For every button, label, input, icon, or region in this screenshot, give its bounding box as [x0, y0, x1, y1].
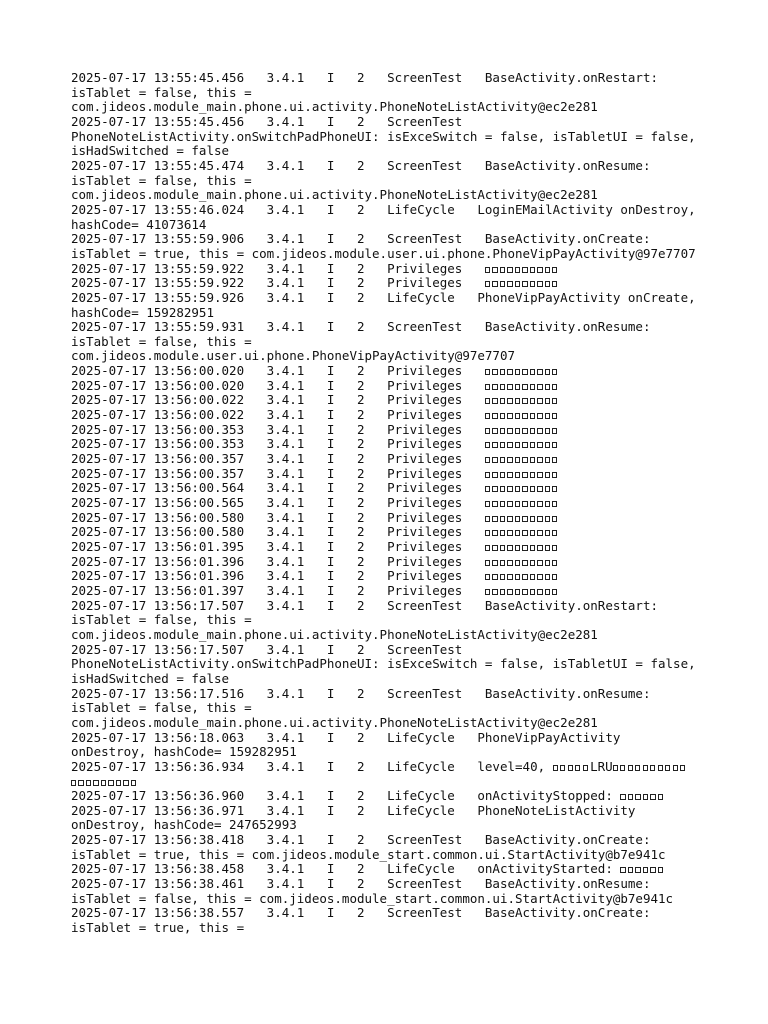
- missing-glyph-box: [515, 398, 520, 404]
- missing-glyph-box: [522, 428, 527, 434]
- missing-glyph-box: [537, 486, 542, 492]
- log-line: 2025-07-17 13:56:36.934 3.4.1 I 2 LifeCycle level=40, LRU: [71, 760, 711, 775]
- missing-glyph-box: [500, 472, 505, 478]
- missing-glyph-box: [500, 398, 505, 404]
- missing-glyph-box: [658, 794, 663, 800]
- log-line: 2025-07-17 13:55:45.474 3.4.1 I 2 ScreenTest BaseActivity.onResume:: [71, 157, 651, 173]
- missing-glyph-box: [500, 530, 505, 536]
- missing-glyph-box: [131, 780, 136, 786]
- missing-glyph-box: [552, 560, 557, 566]
- missing-glyph-group: [485, 495, 560, 510]
- missing-glyph-box: [515, 442, 520, 448]
- missing-glyph-box: [530, 574, 535, 580]
- missing-glyph-box: [620, 794, 625, 800]
- missing-glyph-box: [507, 516, 512, 522]
- log-line: 2025-07-17 13:56:18.063 3.4.1 I 2 LifeCycle PhoneVipPayActivity: [71, 729, 621, 745]
- log-line: hashCode= 159282951: [71, 304, 214, 320]
- missing-glyph-box: [530, 442, 535, 448]
- missing-glyph-box: [673, 765, 678, 771]
- missing-glyph-box: [552, 369, 557, 375]
- missing-glyph-box: [507, 589, 512, 595]
- missing-glyph-box: [552, 501, 557, 507]
- missing-glyph-box: [515, 516, 520, 522]
- log-line: 2025-07-17 13:56:01.395 3.4.1 I 2 Privileges: [71, 540, 711, 555]
- missing-glyph-box: [635, 765, 640, 771]
- missing-glyph-group: [620, 788, 665, 803]
- missing-glyph-box: [530, 560, 535, 566]
- missing-glyph-box: [522, 486, 527, 492]
- missing-glyph-box: [545, 530, 550, 536]
- missing-glyph-box: [485, 384, 490, 390]
- missing-glyph-box: [485, 457, 490, 463]
- missing-glyph-box: [485, 530, 490, 536]
- missing-glyph-box: [522, 574, 527, 580]
- missing-glyph-group: [485, 554, 560, 569]
- log-line: 2025-07-17 13:56:38.557 3.4.1 I 2 ScreenTest BaseActivity.onCreate:: [71, 905, 651, 921]
- missing-glyph-box: [500, 516, 505, 522]
- missing-glyph-box: [500, 384, 505, 390]
- missing-glyph-box: [545, 398, 550, 404]
- missing-glyph-group: [620, 861, 665, 876]
- missing-glyph-box: [552, 589, 557, 595]
- log-line: 2025-07-17 13:56:00.020 3.4.1 I 2 Privileges: [71, 379, 711, 394]
- missing-glyph-box: [537, 281, 542, 287]
- log-line: 2025-07-17 13:56:00.357 3.4.1 I 2 Privileges: [71, 452, 711, 467]
- missing-glyph-box: [500, 413, 505, 419]
- missing-glyph-box: [515, 413, 520, 419]
- missing-glyph-box: [545, 486, 550, 492]
- log-line: PhoneNoteListActivity.onSwitchPadPhoneUI: isExceSwitch = false, isTabletUI = false,: [71, 656, 696, 672]
- missing-glyph-box: [545, 501, 550, 507]
- missing-glyph-box: [522, 530, 527, 536]
- log-line: 2025-07-17 13:55:59.922 3.4.1 I 2 Privileges: [71, 262, 711, 277]
- log-line: isTablet = false, this =: [71, 700, 252, 716]
- missing-glyph-group: [485, 539, 560, 554]
- missing-glyph-group: [485, 524, 560, 539]
- missing-glyph-box: [537, 442, 542, 448]
- log-line: isTablet = true, this = com.jideos.module_start.common.ui.StartActivity@b7e941c: [71, 846, 666, 862]
- missing-glyph-box: [643, 867, 648, 873]
- missing-glyph-box: [552, 384, 557, 390]
- missing-glyph-box: [680, 765, 685, 771]
- missing-glyph-box: [537, 589, 542, 595]
- missing-glyph-box: [522, 457, 527, 463]
- missing-glyph-box: [500, 457, 505, 463]
- missing-glyph-box: [537, 457, 542, 463]
- missing-glyph-box: [515, 530, 520, 536]
- missing-glyph-box: [485, 281, 490, 287]
- missing-glyph-box: [537, 501, 542, 507]
- log-line: 2025-07-17 13:55:45.456 3.4.1 I 2 ScreenTest BaseActivity.onRestart:: [71, 70, 658, 85]
- missing-glyph-box: [485, 369, 490, 375]
- missing-glyph-box: [86, 780, 91, 786]
- missing-glyph-box: [522, 267, 527, 273]
- log-line: 2025-07-17 13:55:45.456 3.4.1 I 2 ScreenTest: [71, 113, 463, 129]
- missing-glyph-group: [485, 583, 560, 598]
- missing-glyph-box: [515, 472, 520, 478]
- missing-glyph-box: [552, 442, 557, 448]
- missing-glyph-group: [553, 759, 590, 774]
- log-line: isTablet = true, this =: [71, 920, 245, 936]
- missing-glyph-box: [643, 794, 648, 800]
- missing-glyph-box: [507, 501, 512, 507]
- missing-glyph-box: [507, 267, 512, 273]
- missing-glyph-box: [522, 413, 527, 419]
- missing-glyph-box: [500, 486, 505, 492]
- missing-glyph-box: [665, 765, 670, 771]
- missing-glyph-box: [123, 780, 128, 786]
- missing-glyph-box: [93, 780, 98, 786]
- missing-glyph-group: [485, 436, 560, 451]
- missing-glyph-box: [537, 574, 542, 580]
- log-line: com.jideos.module_main.phone.ui.activity.PhoneNoteListActivity@ec2e281: [71, 626, 598, 642]
- log-line: onDestroy, hashCode= 159282951: [71, 744, 297, 760]
- missing-glyph-box: [485, 428, 490, 434]
- missing-glyph-box: [545, 560, 550, 566]
- missing-glyph-box: [552, 574, 557, 580]
- missing-glyph-group: [485, 261, 560, 276]
- missing-glyph-box: [500, 281, 505, 287]
- missing-glyph-box: [500, 428, 505, 434]
- missing-glyph-box: [485, 442, 490, 448]
- missing-glyph-group: [485, 568, 560, 583]
- missing-glyph-box: [530, 589, 535, 595]
- missing-glyph-box: [500, 501, 505, 507]
- log-line: com.jideos.module.user.ui.phone.PhoneVipPayActivity@97e7707: [71, 348, 516, 364]
- missing-glyph-box: [537, 267, 542, 273]
- missing-glyph-box: [492, 472, 497, 478]
- missing-glyph-box: [507, 384, 512, 390]
- missing-glyph-box: [492, 574, 497, 580]
- missing-glyph-box: [552, 457, 557, 463]
- missing-glyph-group: [485, 275, 560, 290]
- missing-glyph-box: [545, 589, 550, 595]
- missing-glyph-box: [530, 530, 535, 536]
- log-line: com.jideos.module_main.phone.ui.activity.PhoneNoteListActivity@ec2e281: [71, 99, 598, 115]
- missing-glyph-box: [492, 267, 497, 273]
- missing-glyph-box: [522, 281, 527, 287]
- missing-glyph-box: [500, 369, 505, 375]
- missing-glyph-box: [500, 574, 505, 580]
- missing-glyph-box: [530, 472, 535, 478]
- missing-glyph-box: [620, 867, 625, 873]
- log-line: isHadSwitched = false: [71, 143, 230, 159]
- missing-glyph-box: [515, 574, 520, 580]
- missing-glyph-box: [485, 589, 490, 595]
- log-line: com.jideos.module_main.phone.ui.activity.PhoneNoteListActivity@ec2e281: [71, 187, 598, 203]
- log-line: 2025-07-17 13:56:36.960 3.4.1 I 2 LifeCycle onActivityStopped:: [71, 789, 711, 804]
- missing-glyph-box: [71, 780, 76, 786]
- missing-glyph-box: [522, 589, 527, 595]
- missing-glyph-box: [515, 369, 520, 375]
- log-line: 2025-07-17 13:55:46.024 3.4.1 I 2 LifeCycle LoginEMailActivity onDestroy,: [71, 201, 696, 217]
- missing-glyph-group: [485, 392, 560, 407]
- missing-glyph-box: [552, 267, 557, 273]
- missing-glyph-box: [507, 472, 512, 478]
- missing-glyph-box: [485, 574, 490, 580]
- missing-glyph-box: [522, 442, 527, 448]
- missing-glyph-box: [507, 398, 512, 404]
- missing-glyph-box: [492, 560, 497, 566]
- log-line: 2025-07-17 13:56:38.461 3.4.1 I 2 ScreenTest BaseActivity.onResume:: [71, 876, 651, 892]
- missing-glyph-box: [650, 794, 655, 800]
- missing-glyph-box: [500, 589, 505, 595]
- log-line: 2025-07-17 13:56:00.580 3.4.1 I 2 Privileges: [71, 525, 711, 540]
- missing-glyph-group: [485, 378, 560, 393]
- missing-glyph-box: [552, 472, 557, 478]
- missing-glyph-box: [116, 780, 121, 786]
- missing-glyph-box: [560, 765, 565, 771]
- missing-glyph-box: [530, 457, 535, 463]
- missing-glyph-box: [485, 486, 490, 492]
- missing-glyph-box: [545, 369, 550, 375]
- missing-glyph-box: [507, 574, 512, 580]
- missing-glyph-group: [485, 451, 560, 466]
- missing-glyph-group: [485, 466, 560, 481]
- missing-glyph-box: [537, 413, 542, 419]
- missing-glyph-box: [545, 545, 550, 551]
- missing-glyph-box: [108, 780, 113, 786]
- missing-glyph-box: [545, 428, 550, 434]
- missing-glyph-box: [515, 267, 520, 273]
- missing-glyph-box: [500, 442, 505, 448]
- log-line: 2025-07-17 13:56:01.397 3.4.1 I 2 Privileges: [71, 584, 711, 599]
- missing-glyph-box: [500, 560, 505, 566]
- missing-glyph-box: [492, 428, 497, 434]
- log-line: 2025-07-17 13:56:00.020 3.4.1 I 2 Privileges: [71, 364, 711, 379]
- log-line: 2025-07-17 13:56:00.353 3.4.1 I 2 Privileges: [71, 423, 711, 438]
- missing-glyph-box: [500, 545, 505, 551]
- missing-glyph-box: [530, 428, 535, 434]
- missing-glyph-box: [537, 530, 542, 536]
- missing-glyph-box: [492, 486, 497, 492]
- missing-glyph-box: [485, 472, 490, 478]
- missing-glyph-box: [643, 765, 648, 771]
- log-line: isTablet = true, this = com.jideos.module.user.ui.phone.PhoneVipPayActivity@97e7707: [71, 245, 696, 261]
- missing-glyph-box: [507, 457, 512, 463]
- missing-glyph-box: [650, 867, 655, 873]
- log-line: isTablet = false, this =: [71, 612, 252, 628]
- missing-glyph-box: [537, 428, 542, 434]
- missing-glyph-box: [545, 413, 550, 419]
- missing-glyph-box: [530, 516, 535, 522]
- missing-glyph-box: [492, 413, 497, 419]
- missing-glyph-box: [522, 545, 527, 551]
- log-line: 2025-07-17 13:56:38.458 3.4.1 I 2 LifeCycle onActivityStarted:: [71, 862, 711, 877]
- missing-glyph-box: [492, 457, 497, 463]
- missing-glyph-box: [658, 867, 663, 873]
- missing-glyph-box: [78, 780, 83, 786]
- missing-glyph-box: [545, 574, 550, 580]
- log-line: 2025-07-17 13:55:59.926 3.4.1 I 2 LifeCycle PhoneVipPayActivity onCreate,: [71, 289, 696, 305]
- log-line: isTablet = false, this =: [71, 333, 252, 349]
- missing-glyph-box: [500, 267, 505, 273]
- log-line: isHadSwitched = false: [71, 670, 230, 686]
- missing-glyph-group: [485, 363, 560, 378]
- log-line: 2025-07-17 13:56:00.357 3.4.1 I 2 Privileges: [71, 467, 711, 482]
- missing-glyph-box: [492, 442, 497, 448]
- missing-glyph-box: [485, 413, 490, 419]
- log-line: hashCode= 41073614: [71, 216, 207, 232]
- missing-glyph-box: [515, 560, 520, 566]
- missing-glyph-box: [522, 501, 527, 507]
- log-line: isTablet = false, this =: [71, 172, 252, 188]
- missing-glyph-box: [545, 442, 550, 448]
- missing-glyph-box: [552, 516, 557, 522]
- missing-glyph-box: [515, 501, 520, 507]
- missing-glyph-box: [530, 267, 535, 273]
- missing-glyph-box: [522, 560, 527, 566]
- missing-glyph-box: [650, 765, 655, 771]
- missing-glyph-box: [522, 384, 527, 390]
- missing-glyph-box: [583, 765, 588, 771]
- missing-glyph-box: [537, 398, 542, 404]
- missing-glyph-box: [620, 765, 625, 771]
- missing-glyph-box: [552, 530, 557, 536]
- missing-glyph-box: [522, 516, 527, 522]
- log-line: 2025-07-17 13:56:00.353 3.4.1 I 2 Privileges: [71, 437, 711, 452]
- missing-glyph-box: [485, 398, 490, 404]
- log-line: 2025-07-17 13:56:17.507 3.4.1 I 2 ScreenTest: [71, 641, 463, 657]
- missing-glyph-box: [537, 369, 542, 375]
- missing-glyph-box: [552, 398, 557, 404]
- log-line: isTablet = false, this = com.jideos.module_start.common.ui.StartActivity@b7e941c: [71, 890, 674, 906]
- missing-glyph-box: [552, 545, 557, 551]
- missing-glyph-box: [545, 457, 550, 463]
- missing-glyph-box: [530, 369, 535, 375]
- missing-glyph-box: [658, 765, 663, 771]
- missing-glyph-box: [537, 384, 542, 390]
- log-line: 2025-07-17 13:56:00.022 3.4.1 I 2 Privileges: [71, 393, 711, 408]
- missing-glyph-group: [485, 510, 560, 525]
- log-document: [71, 71, 711, 936]
- missing-glyph-box: [552, 281, 557, 287]
- missing-glyph-box: [545, 384, 550, 390]
- missing-glyph-box: [537, 516, 542, 522]
- missing-glyph-group: [71, 774, 138, 789]
- missing-glyph-box: [628, 867, 633, 873]
- missing-glyph-box: [101, 780, 106, 786]
- missing-glyph-box: [485, 545, 490, 551]
- missing-glyph-box: [515, 486, 520, 492]
- log-line: 2025-07-17 13:56:00.564 3.4.1 I 2 Privileges: [71, 481, 711, 496]
- missing-glyph-box: [515, 384, 520, 390]
- missing-glyph-box: [522, 369, 527, 375]
- missing-glyph-box: [492, 281, 497, 287]
- missing-glyph-box: [552, 486, 557, 492]
- missing-glyph-box: [492, 545, 497, 551]
- missing-glyph-box: [515, 281, 520, 287]
- log-line: onDestroy, hashCode= 247652993: [71, 817, 297, 833]
- log-line: [71, 775, 711, 790]
- log-line: 2025-07-17 13:56:01.396 3.4.1 I 2 Privileges: [71, 569, 711, 584]
- missing-glyph-box: [507, 281, 512, 287]
- missing-glyph-box: [530, 384, 535, 390]
- missing-glyph-box: [545, 472, 550, 478]
- missing-glyph-box: [552, 428, 557, 434]
- missing-glyph-box: [507, 530, 512, 536]
- missing-glyph-box: [530, 545, 535, 551]
- log-line: 2025-07-17 13:55:59.906 3.4.1 I 2 ScreenTest BaseActivity.onCreate:: [71, 231, 651, 247]
- missing-glyph-box: [507, 560, 512, 566]
- missing-glyph-box: [515, 545, 520, 551]
- missing-glyph-box: [537, 472, 542, 478]
- missing-glyph-box: [515, 589, 520, 595]
- missing-glyph-box: [545, 267, 550, 273]
- missing-glyph-box: [545, 516, 550, 522]
- missing-glyph-box: [530, 398, 535, 404]
- log-line: isTablet = false, this =: [71, 84, 252, 100]
- missing-glyph-box: [485, 560, 490, 566]
- missing-glyph-box: [613, 765, 618, 771]
- missing-glyph-box: [485, 267, 490, 273]
- missing-glyph-box: [552, 413, 557, 419]
- missing-glyph-box: [507, 545, 512, 551]
- missing-glyph-box: [507, 442, 512, 448]
- log-line: 2025-07-17 13:56:01.396 3.4.1 I 2 Privileges: [71, 555, 711, 570]
- log-line: 2025-07-17 13:56:17.507 3.4.1 I 2 ScreenTest BaseActivity.onRestart:: [71, 597, 658, 613]
- missing-glyph-box: [515, 428, 520, 434]
- missing-glyph-box: [628, 794, 633, 800]
- log-line: PhoneNoteListActivity.onSwitchPadPhoneUI: isExceSwitch = false, isTabletUI = false,: [71, 128, 696, 144]
- missing-glyph-box: [515, 457, 520, 463]
- missing-glyph-box: [635, 867, 640, 873]
- missing-glyph-box: [553, 765, 558, 771]
- log-line: 2025-07-17 13:56:00.565 3.4.1 I 2 Privileges: [71, 496, 711, 511]
- log-line: com.jideos.module_main.phone.ui.activity.PhoneNoteListActivity@ec2e281: [71, 714, 598, 730]
- missing-glyph-box: [507, 486, 512, 492]
- log-line: 2025-07-17 13:56:00.580 3.4.1 I 2 Privileges: [71, 511, 711, 526]
- missing-glyph-box: [492, 398, 497, 404]
- missing-glyph-group: [485, 480, 560, 495]
- missing-glyph-box: [485, 501, 490, 507]
- log-line: 2025-07-17 13:55:59.922 3.4.1 I 2 Privileges: [71, 276, 711, 291]
- missing-glyph-box: [492, 501, 497, 507]
- missing-glyph-box: [530, 486, 535, 492]
- missing-glyph-box: [507, 428, 512, 434]
- log-line: 2025-07-17 13:55:59.931 3.4.1 I 2 ScreenTest BaseActivity.onResume:: [71, 319, 651, 335]
- missing-glyph-box: [492, 589, 497, 595]
- log-line: 2025-07-17 13:56:00.022 3.4.1 I 2 Privileges: [71, 408, 711, 423]
- missing-glyph-box: [568, 765, 573, 771]
- log-line: 2025-07-17 13:56:17.516 3.4.1 I 2 ScreenTest BaseActivity.onResume:: [71, 685, 651, 701]
- missing-glyph-box: [537, 545, 542, 551]
- missing-glyph-box: [537, 560, 542, 566]
- missing-glyph-box: [485, 516, 490, 522]
- missing-glyph-box: [492, 516, 497, 522]
- missing-glyph-box: [492, 384, 497, 390]
- missing-glyph-box: [635, 794, 640, 800]
- missing-glyph-box: [507, 413, 512, 419]
- missing-glyph-box: [575, 765, 580, 771]
- missing-glyph-box: [530, 501, 535, 507]
- missing-glyph-box: [492, 530, 497, 536]
- missing-glyph-group: [485, 422, 560, 437]
- log-line: 2025-07-17 13:56:36.971 3.4.1 I 2 LifeCycle PhoneNoteListActivity: [71, 802, 636, 818]
- missing-glyph-box: [522, 398, 527, 404]
- missing-glyph-box: [545, 281, 550, 287]
- missing-glyph-box: [628, 765, 633, 771]
- missing-glyph-box: [492, 369, 497, 375]
- missing-glyph-box: [522, 472, 527, 478]
- missing-glyph-box: [507, 369, 512, 375]
- log-line: 2025-07-17 13:56:38.418 3.4.1 I 2 ScreenTest BaseActivity.onCreate:: [71, 832, 651, 848]
- missing-glyph-box: [530, 413, 535, 419]
- missing-glyph-box: [530, 281, 535, 287]
- missing-glyph-group: [613, 759, 688, 774]
- missing-glyph-group: [485, 407, 560, 422]
